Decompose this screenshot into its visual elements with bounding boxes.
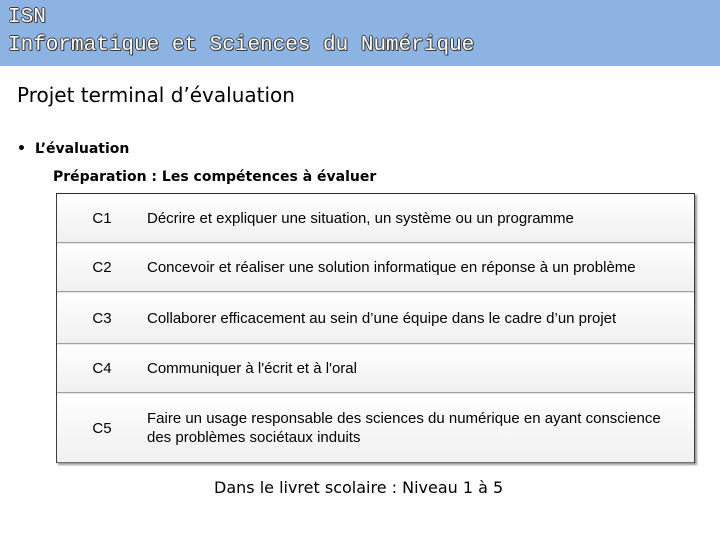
- competences-table: [56, 193, 695, 463]
- competence-text: Collaborer efficacement au sein d’une équipe dans le cadre d’un projet: [147, 309, 617, 327]
- competence-code: C4: [92, 360, 112, 377]
- table-row: [57, 244, 694, 291]
- banner-title: ISN: [8, 6, 46, 29]
- bullet-icon: •: [17, 141, 26, 157]
- slide-heading: Projet terminal d’évaluation: [17, 83, 295, 107]
- table-row: [57, 345, 694, 392]
- competence-code: C1: [92, 209, 112, 227]
- competence-code: C3: [92, 309, 112, 327]
- competence-text: Décrire et expliquer une situation, un système ou un programme: [147, 209, 574, 227]
- bullet-item: [17, 141, 129, 157]
- title-banner: [0, 0, 720, 66]
- bullet-label: L’évaluation: [35, 141, 130, 157]
- table-row: [57, 293, 694, 343]
- table-row: [57, 194, 694, 242]
- footer-note: Dans le livret scolaire : Niveau 1 à 5: [214, 478, 504, 497]
- competence-text: Communiquer à l'écrit et à l'oral: [147, 360, 357, 377]
- competence-code: C2: [92, 259, 112, 276]
- section-label: Préparation : Les compétences à évaluer: [53, 169, 377, 185]
- competence-code: C5: [92, 419, 112, 437]
- competence-text: Faire un usage responsable des sciences du numérique en ayant conscience des problèmes sociétaux induits: [147, 410, 661, 446]
- banner-subtitle: Informatique et Sciences du Numérique: [8, 34, 475, 57]
- table-row: [57, 394, 694, 462]
- competence-text: Concevoir et réaliser une solution informatique en réponse à un problème: [147, 259, 636, 276]
